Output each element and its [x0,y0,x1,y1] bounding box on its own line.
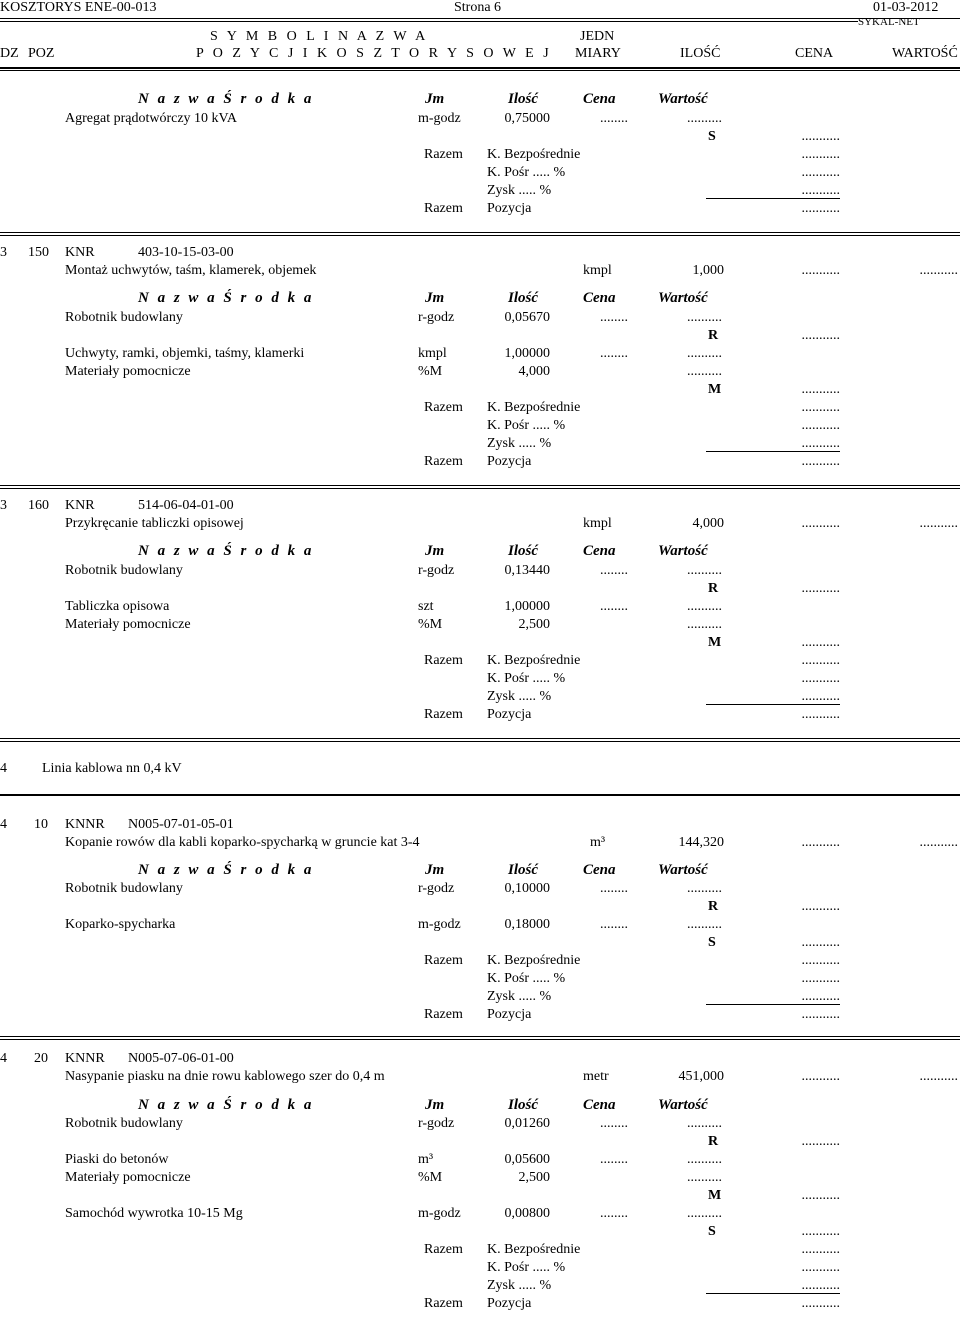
position-value: ........... [919,263,958,278]
resource-unit: %M [418,364,443,379]
resource-price: ........ [600,599,628,614]
resource-name-header: N a z w a Ś r o d k a [138,290,314,306]
direct-costs-label: K. Bezpośrednie [487,400,581,415]
sum-rule [706,451,840,452]
profit-label: Zysk ..... % [487,989,552,1004]
position-value: ........... [919,516,958,531]
resource-qty-header: Ilość [508,543,538,559]
section-rule [0,794,960,796]
resource-quantity: 0,10000 [504,881,550,896]
resource-value-header: Wartość [658,91,708,107]
position-total-value: ........... [801,201,840,216]
header-rule [0,21,858,22]
resource-value: .......... [687,111,722,126]
subtotal-label-m: M [708,1188,722,1203]
resource-price-header: Cena [583,1097,616,1113]
direct-costs-value: ........... [801,953,840,968]
position-price: ........... [801,1069,840,1084]
header-wartosc-label: WARTOŚĆ [892,46,958,61]
position-total-label: Pozycja [487,1007,532,1022]
resource-name: Piaski do betonów [65,1152,169,1167]
resource-value: .......... [687,346,722,361]
resource-price: ........ [600,1116,628,1131]
position-unit: kmpl [583,263,612,278]
resource-price-header: Cena [583,290,616,306]
subtotal-value: ........... [801,581,840,596]
resource-name: Materiały pomocnicze [65,364,191,379]
indirect-costs-label: K. Pośr ..... % [487,165,566,180]
header-bottom-rule [0,70,960,71]
indirect-costs-label: K. Pośr ..... % [487,1260,566,1275]
resource-name: Koparko-spycharka [65,917,176,932]
razem-label: Razem [424,147,463,162]
razem-label: Razem [424,707,463,722]
position-total-value: ........... [801,707,840,722]
subtotal-label-r: R [708,1134,719,1149]
resource-jm-header: Jm [425,91,445,107]
resource-jm-header: Jm [425,290,445,306]
razem-label: Razem [424,400,463,415]
resource-value: .......... [687,563,722,578]
document-id: KOSZTORYS ENE-00-013 [0,0,157,15]
resource-quantity: 0,05600 [504,1152,550,1167]
direct-costs-label: K. Bezpośrednie [487,953,581,968]
position-separator [0,232,960,233]
resource-unit: r-godz [418,1116,455,1131]
subtotal-value: ........... [801,1224,840,1239]
indirect-costs-label: K. Pośr ..... % [487,971,566,986]
resource-quantity: 2,500 [518,617,550,632]
resource-price-header: Cena [583,91,616,107]
resource-name-header: N a z w a Ś r o d k a [138,91,314,107]
position-separator [0,738,960,739]
position-quantity: 4,000 [692,516,724,531]
profit-label: Zysk ..... % [487,183,552,198]
position-title: Nasypanie piasku na dnie rowu kablowego szer do 0,4 m [65,1069,385,1084]
indirect-costs-label: K. Pośr ..... % [487,671,566,686]
sum-rule [706,1293,840,1294]
position-value: ........... [919,835,958,850]
document-date: 01-03-2012 [873,0,939,15]
razem-label: Razem [424,1296,463,1311]
resource-name: Agregat prądotwórczy 10 kVA [65,111,237,126]
position-catalog: KNNR [65,817,105,832]
resource-unit: %M [418,1170,443,1185]
resource-unit: m-godz [418,111,461,126]
indirect-costs-label: K. Pośr ..... % [487,418,566,433]
page-number: Strona 6 [454,0,502,15]
position-code: N005-07-06-01-00 [128,1051,234,1066]
subtotal-label-r: R [708,899,719,914]
subtotal-value: ........... [801,328,840,343]
profit-value: ........... [801,689,840,704]
resource-value-header: Wartość [658,1097,708,1113]
position-code: 403-10-15-03-00 [138,245,234,260]
position-unit: metr [583,1069,609,1084]
resource-price-header: Cena [583,543,616,559]
resource-value: .......... [687,881,722,896]
resource-name-header: N a z w a Ś r o d k a [138,1097,314,1113]
razem-label: Razem [424,1242,463,1257]
profit-value: ........... [801,183,840,198]
position-price: ........... [801,835,840,850]
position-dz: 3 [0,498,7,513]
subtotal-label-m: M [708,382,722,397]
profit-label: Zysk ..... % [487,436,552,451]
position-unit: m³ [590,835,606,850]
section-title: Linia kablowa nn 0,4 kV [42,761,182,776]
resource-quantity: 0,05670 [504,310,550,325]
header-pozycji-label: P O Z Y C J I K O S Z T O R Y S O W E J [196,46,552,61]
resource-price: ........ [600,563,628,578]
header-dz-label: DZ [0,46,19,61]
position-total-label: Pozycja [487,454,532,469]
indirect-costs-value: ........... [801,1260,840,1275]
sum-rule [706,704,840,705]
indirect-costs-value: ........... [801,165,840,180]
resource-jm-header: Jm [425,862,445,878]
direct-costs-value: ........... [801,400,840,415]
resource-value: .......... [687,1152,722,1167]
position-dz: 3 [0,245,7,260]
resource-unit: m-godz [418,917,461,932]
resource-name: Tabliczka opisowa [65,599,170,614]
profit-value: ........... [801,989,840,1004]
resource-quantity: 2,500 [518,1170,550,1185]
position-catalog: KNNR [65,1051,105,1066]
resource-value-header: Wartość [658,290,708,306]
subtotal-label-r: R [708,328,719,343]
profit-value: ........... [801,436,840,451]
razem-label: Razem [424,201,463,216]
position-price: ........... [801,516,840,531]
direct-costs-value: ........... [801,1242,840,1257]
resource-name: Robotnik budowlany [65,563,183,578]
position-poz: 160 [28,498,49,513]
resource-unit: r-godz [418,563,455,578]
razem-label: Razem [424,1007,463,1022]
header-symbol-label: S Y M B O L I N A Z W A [210,29,429,44]
position-total-value: ........... [801,1007,840,1022]
resource-quantity: 1,00000 [504,346,550,361]
resource-value: .......... [687,599,722,614]
indirect-costs-value: ........... [801,671,840,686]
position-total-value: ........... [801,454,840,469]
resource-name: Samochód wywrotka 10-15 Mg [65,1206,243,1221]
position-poz: 150 [28,245,49,260]
direct-costs-label: K. Bezpośrednie [487,1242,581,1257]
profit-label: Zysk ..... % [487,689,552,704]
razem-label: Razem [424,454,463,469]
position-catalog: KNR [65,498,95,513]
resource-price: ........ [600,881,628,896]
position-dz: 4 [0,817,7,832]
resource-value-header: Wartość [658,862,708,878]
position-total-value: ........... [801,1296,840,1311]
resource-name: Materiały pomocnicze [65,617,191,632]
razem-label: Razem [424,653,463,668]
direct-costs-value: ........... [801,653,840,668]
position-dz: 4 [0,1051,7,1066]
subtotal-value: ........... [801,899,840,914]
subtotal-value: ........... [801,935,840,950]
subtotal-label-s: S [708,935,716,950]
position-value: ........... [919,1069,958,1084]
direct-costs-label: K. Bezpośrednie [487,147,581,162]
resource-quantity: 0,01260 [504,1116,550,1131]
direct-costs-label: K. Bezpośrednie [487,653,581,668]
resource-price: ........ [600,346,628,361]
resource-value: .......... [687,364,722,379]
position-title: Kopanie rowów dla kabli koparko-spycharką w gruncie kat 3-4 [65,835,420,850]
resource-qty-header: Ilość [508,862,538,878]
resource-name: Materiały pomocnicze [65,1170,191,1185]
position-quantity: 1,000 [692,263,724,278]
resource-value: .......... [687,1206,722,1221]
resource-jm-header: Jm [425,543,445,559]
resource-price: ........ [600,1206,628,1221]
profit-value: ........... [801,1278,840,1293]
header-rule [0,18,960,19]
resource-qty-header: Ilość [508,1097,538,1113]
direct-costs-value: ........... [801,147,840,162]
resource-unit: m-godz [418,1206,461,1221]
position-separator [0,1039,960,1040]
resource-value: .......... [687,917,722,932]
sum-rule [706,198,840,199]
position-separator [0,235,960,236]
indirect-costs-value: ........... [801,971,840,986]
position-price: ........... [801,263,840,278]
resource-quantity: 0,75000 [504,111,550,126]
position-total-label: Pozycja [487,707,532,722]
resource-value: .......... [687,1170,722,1185]
resource-price: ........ [600,1152,628,1167]
position-poz: 20 [34,1051,48,1066]
resource-unit: szt [418,599,434,614]
position-separator [0,741,960,742]
resource-value: .......... [687,617,722,632]
header-miary-label: MIARY [575,46,621,61]
indirect-costs-value: ........... [801,418,840,433]
resource-price: ........ [600,917,628,932]
subtotal-label-r: R [708,581,719,596]
position-total-label: Pozycja [487,1296,532,1311]
subtotal-label-s: S [708,129,716,144]
resource-name-header: N a z w a Ś r o d k a [138,862,314,878]
position-catalog: KNR [65,245,95,260]
position-code: N005-07-01-05-01 [128,817,234,832]
resource-jm-header: Jm [425,1097,445,1113]
position-separator [0,1036,960,1037]
position-unit: kmpl [583,516,612,531]
razem-label: Razem [424,953,463,968]
resource-name: Uchwyty, ramki, objemki, taśmy, klamerki [65,346,305,361]
resource-price: ........ [600,111,628,126]
position-separator [0,488,960,489]
header-ilosc-label: ILOŚĆ [680,46,721,61]
resource-price: ........ [600,310,628,325]
resource-name: Robotnik budowlany [65,310,183,325]
resource-name: Robotnik budowlany [65,881,183,896]
resource-value-header: Wartość [658,543,708,559]
resource-name-header: N a z w a Ś r o d k a [138,543,314,559]
resource-unit: r-godz [418,881,455,896]
sum-rule [706,1004,840,1005]
position-total-label: Pozycja [487,201,532,216]
resource-unit: m³ [418,1152,434,1167]
resource-quantity: 4,000 [518,364,550,379]
position-poz: 10 [34,817,48,832]
subtotal-value: ........... [801,1134,840,1149]
position-title: Przykręcanie tabliczki opisowej [65,516,244,531]
resource-quantity: 0,18000 [504,917,550,932]
resource-qty-header: Ilość [508,290,538,306]
subtotal-label-s: S [708,1224,716,1239]
position-title: Montaż uchwytów, taśm, klamerek, objemek [65,263,317,278]
subtotal-label-m: M [708,635,722,650]
section-number: 4 [0,761,7,776]
resource-value: .......... [687,310,722,325]
resource-quantity: 1,00000 [504,599,550,614]
subtotal-value: ........... [801,382,840,397]
subtotal-value: ........... [801,635,840,650]
subtotal-value: ........... [801,129,840,144]
header-jedn-label: JEDN [580,29,615,44]
header-bottom-rule [0,67,960,69]
resource-name: Robotnik budowlany [65,1116,183,1131]
resource-quantity: 0,00800 [504,1206,550,1221]
position-code: 514-06-04-01-00 [138,498,234,513]
position-quantity: 144,320 [678,835,724,850]
resource-value: .......... [687,1116,722,1131]
header-poz-label: POZ [28,46,55,61]
resource-price-header: Cena [583,862,616,878]
resource-unit: r-godz [418,310,455,325]
position-separator [0,485,960,486]
header-cena-label: CENA [795,46,834,61]
subtotal-value: ........... [801,1188,840,1203]
resource-qty-header: Ilość [508,91,538,107]
resource-quantity: 0,13440 [504,563,550,578]
resource-unit: %M [418,617,443,632]
app-name: SYKAL-NET [858,16,920,28]
position-quantity: 451,000 [678,1069,724,1084]
profit-label: Zysk ..... % [487,1278,552,1293]
resource-unit: kmpl [418,346,447,361]
